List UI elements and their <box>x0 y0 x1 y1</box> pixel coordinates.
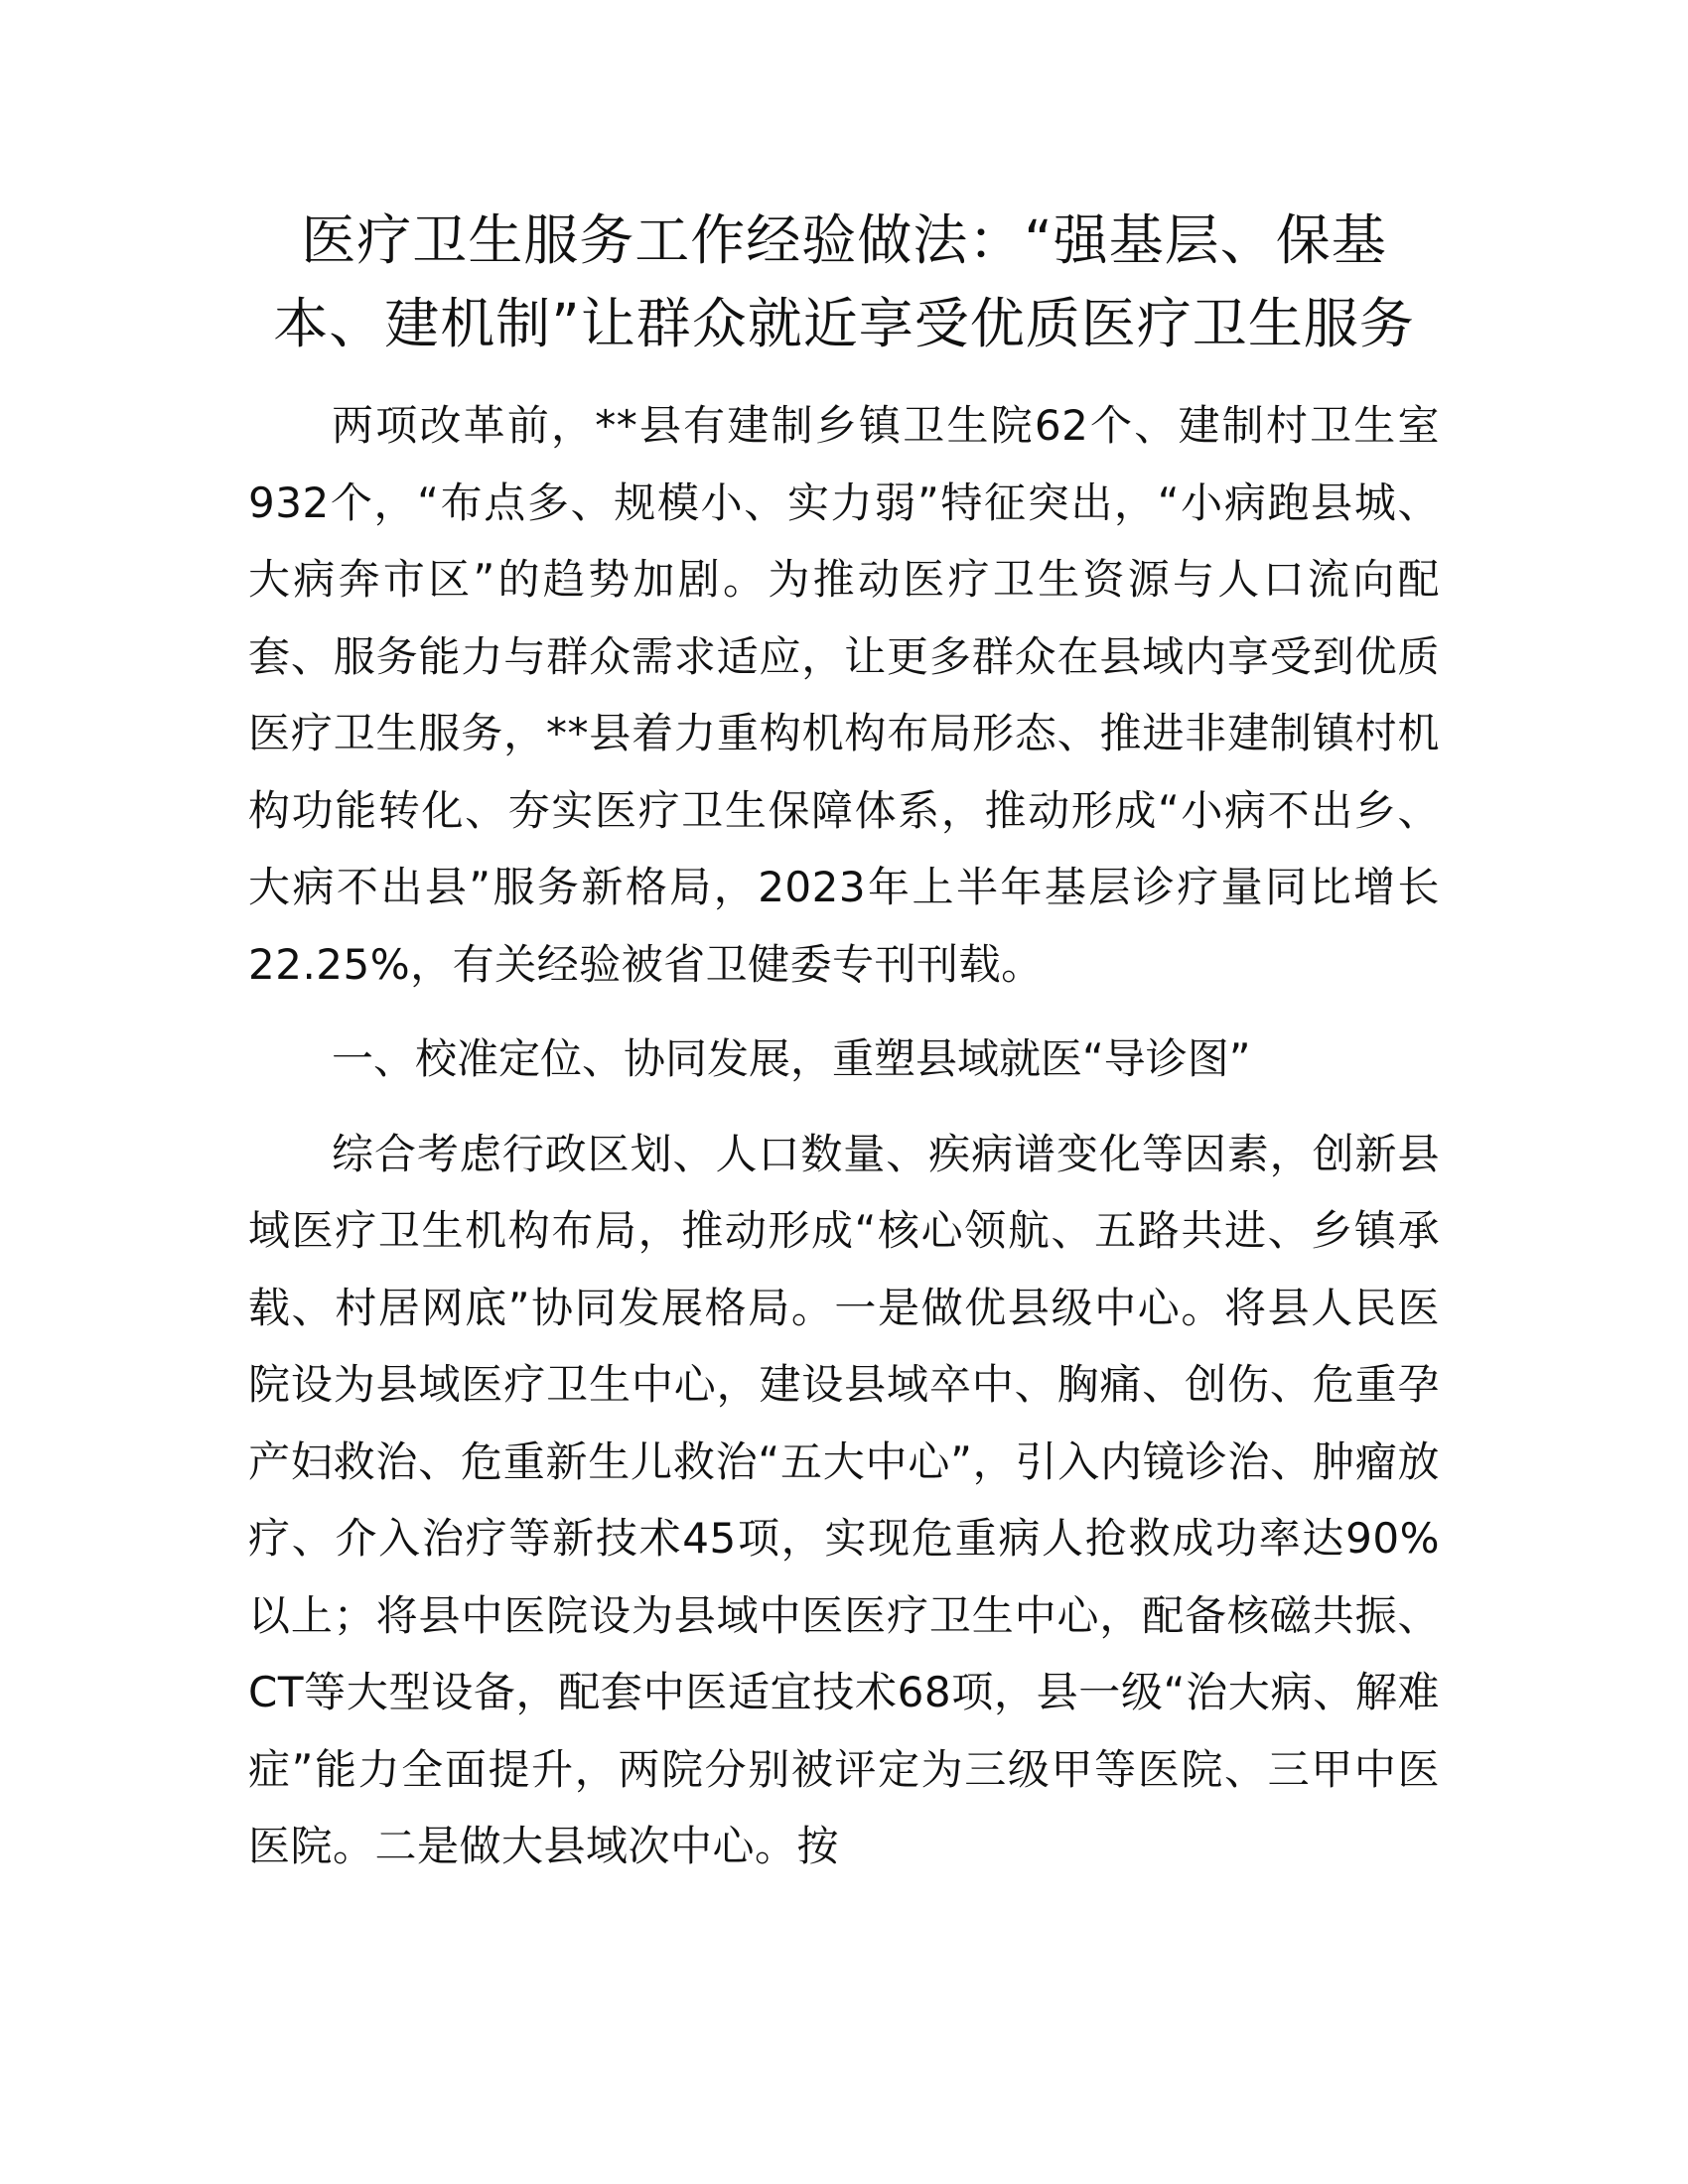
document-body <box>248 387 1440 1885</box>
document-page <box>248 199 1440 1885</box>
section-heading-1: 一、校准定位、协同发展，重塑县域就医“导诊图” <box>332 1034 1251 1083</box>
document-title: 医疗卫生服务工作经验做法：“强基层、保基本、建机制”让群众就近享受优质医疗卫生服务 <box>273 208 1415 355</box>
paragraph-intro: 两项改革前，**县有建制乡镇卫生院62个、建制村卫生室932个，“布点多、规模小、实力弱”特征突出，“小病跑县城、大病奔市区”的趋势加剧。为推动医疗卫生资源与人口流向配套、服务能力与群众需求适应，让更多群众在县域内享受到优质医疗卫生服务，**县着力重构机构布局形态、推进非建制镇村机构功能转化、夯实医疗卫生保障体系，推动形成“小病不出乡、大病不出县”服务新格局，2023年上半年基层诊疗量同比增长22.25%，有关经验被省卫健委专刊刊载。 <box>248 401 1440 989</box>
paragraph-section-1: 综合考虑行政区划、人口数量、疾病谱变化等因素，创新县域医疗卫生机构布局，推动形成“核心领航、五路共进、乡镇承载、村居网底”协同发展格局。一是做优县级中心。将县人民医院设为县域医疗卫生中心，建设县域卒中、胸痛、创伤、危重孕产妇救治、危重新生儿救治“五大中心”，引入内镜诊治、肿瘤放疗、介入治疗等新技术45项，实现危重病人抢救成功率达90%以上；将县中医院设为县域中医医疗卫生中心，配备核磁共振、CT等大型设备，配套中医适宜技术68项，县一级“治大病、解难症”能力全面提升，两院分别被评定为三级甲等医院、三甲中医医院。二是做大县域次中心。按 <box>248 1129 1440 1870</box>
